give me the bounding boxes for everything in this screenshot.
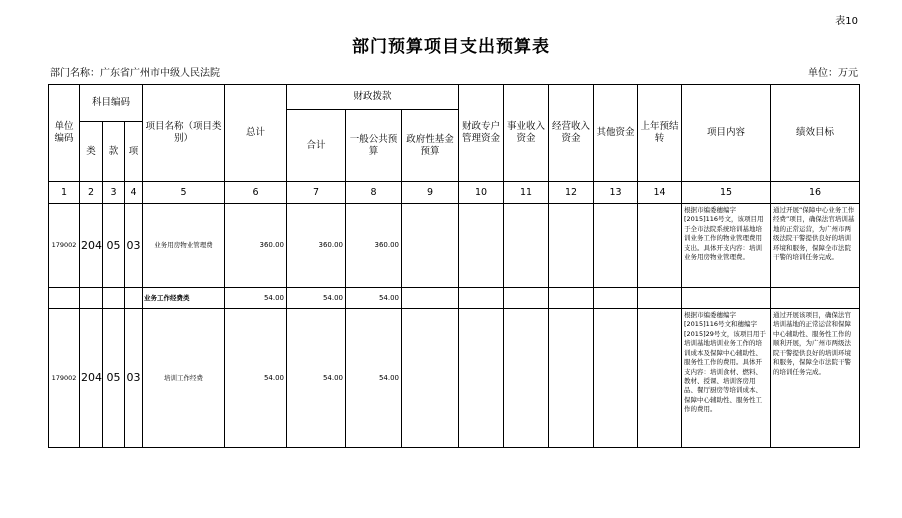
cell-xiang: 03 [125, 204, 143, 288]
cell-kuan: 05 [103, 309, 125, 448]
cell-special-fund [459, 309, 504, 448]
cell-performance: 通过开展该项目，确保法官培训基地的正常运营和保障中心辅助性、服务性工作的顺利开展，为广州市两级法院干警提供良好的培训环境和服务，保障全市法院干警的培训任务完成。 [771, 309, 860, 448]
cell-carryover [638, 288, 682, 309]
cell-kuan: 05 [103, 204, 125, 288]
cell-operating-income [549, 204, 594, 288]
budget-table [48, 84, 860, 448]
cell-xiang [125, 288, 143, 309]
cell-project-content: 根据市编委穗编字[2015]116号文和穗编字[2015]29号文，该项目用于培训基地培训业务工作的培训成本及保障中心辅助性、服务性工作的费用。具体开支内容：培训食材、燃料、教材、授课、培训客房用品、餐厅厨房等培训成本、保障中心辅助性、服务性工作的费用。 [682, 309, 771, 448]
index-cell: 9 [402, 182, 459, 204]
cell-lei: 204 [80, 204, 103, 288]
header-subtotal: 合计 [287, 110, 346, 182]
cell-gov-fund [402, 309, 459, 448]
cell-project-name: 业务用房物业管理费 [143, 204, 225, 288]
table-row [49, 288, 860, 309]
index-cell: 5 [143, 182, 225, 204]
cell-operating-income [549, 288, 594, 309]
header-fiscal-allocation: 财政拨款 [287, 85, 459, 110]
cell-special-fund [459, 204, 504, 288]
index-cell: 10 [459, 182, 504, 204]
unit-label: 单位：万元 [808, 68, 858, 79]
header-unit-code: 单位编码 [49, 85, 80, 182]
cell-subtotal: 360.00 [287, 204, 346, 288]
cell-general-budget: 54.00 [346, 288, 402, 309]
cell-xiang: 03 [125, 309, 143, 448]
header-xiang: 项 [125, 122, 143, 182]
cell-operating-income [549, 309, 594, 448]
index-cell: 7 [287, 182, 346, 204]
table-row [49, 309, 860, 448]
cell-other-fund [594, 204, 638, 288]
index-cell: 15 [682, 182, 771, 204]
header-operating-income: 经营收入资金 [549, 85, 594, 182]
index-cell: 1 [49, 182, 80, 204]
department-name: 部门名称：广东省广州市中级人民法院 [50, 68, 220, 79]
cell-project-name: 业务工作经费类 [143, 288, 225, 309]
cell-carryover [638, 204, 682, 288]
index-cell: 6 [225, 182, 287, 204]
cell-project-name: 培训工作经费 [143, 309, 225, 448]
table-row [49, 204, 860, 288]
cell-performance: 通过开展“保障中心业务工作经费”项目，确保法官培训基地的正常运营，为广州市两级法院干警提供良好的培训环境和服务，保障全市法院干警的培训任务完成。 [771, 204, 860, 288]
header-gov-fund: 政府性基金预算 [402, 110, 459, 182]
header-project-name: 项目名称（项目类别） [143, 85, 225, 182]
cell-lei [80, 288, 103, 309]
cell-business-income [504, 288, 549, 309]
index-cell: 11 [504, 182, 549, 204]
header-business-income: 事业收入资金 [504, 85, 549, 182]
cell-total: 54.00 [225, 309, 287, 448]
header-general-budget: 一般公共预算 [346, 110, 402, 182]
header-other-fund: 其他资金 [594, 85, 638, 182]
cell-total: 54.00 [225, 288, 287, 309]
table-number: 表10 [835, 16, 858, 27]
index-cell: 12 [549, 182, 594, 204]
cell-kuan [103, 288, 125, 309]
cell-project-content [682, 288, 771, 309]
cell-lei: 204 [80, 309, 103, 448]
index-cell: 13 [594, 182, 638, 204]
index-cell: 16 [771, 182, 860, 204]
cell-general-budget: 360.00 [346, 204, 402, 288]
header-performance: 绩效目标 [771, 85, 860, 182]
header-carryover: 上年预结转 [638, 85, 682, 182]
cell-business-income [504, 204, 549, 288]
cell-other-fund [594, 309, 638, 448]
header-kuan: 款 [103, 122, 125, 182]
cell-total: 360.00 [225, 204, 287, 288]
cell-subtotal: 54.00 [287, 288, 346, 309]
cell-gov-fund [402, 288, 459, 309]
header-lei: 类 [80, 122, 103, 182]
cell-unit-code [49, 288, 80, 309]
cell-unit-code: 179002 [49, 204, 80, 288]
index-cell: 8 [346, 182, 402, 204]
cell-gov-fund [402, 204, 459, 288]
cell-unit-code: 179002 [49, 309, 80, 448]
index-cell: 14 [638, 182, 682, 204]
header-total: 总计 [225, 85, 287, 182]
cell-carryover [638, 309, 682, 448]
cell-general-budget: 54.00 [346, 309, 402, 448]
header-project-content: 项目内容 [682, 85, 771, 182]
cell-special-fund [459, 288, 504, 309]
header-special-fund: 财政专户管理资金 [459, 85, 504, 182]
header-subject-code: 科目编码 [80, 85, 143, 122]
cell-other-fund [594, 288, 638, 309]
cell-project-content: 根据市编委穗编字[2015]116号文，该项目用于全市法院系统培训基地培训业务工作的物业管理费用支出。具体开支内容：培训业务用房物业管理费。 [682, 204, 771, 288]
cell-subtotal: 54.00 [287, 309, 346, 448]
cell-performance [771, 288, 860, 309]
index-cell: 3 [103, 182, 125, 204]
index-cell: 4 [125, 182, 143, 204]
page-title: 部门预算项目支出预算表 [352, 37, 550, 57]
index-cell: 2 [80, 182, 103, 204]
cell-business-income [504, 309, 549, 448]
